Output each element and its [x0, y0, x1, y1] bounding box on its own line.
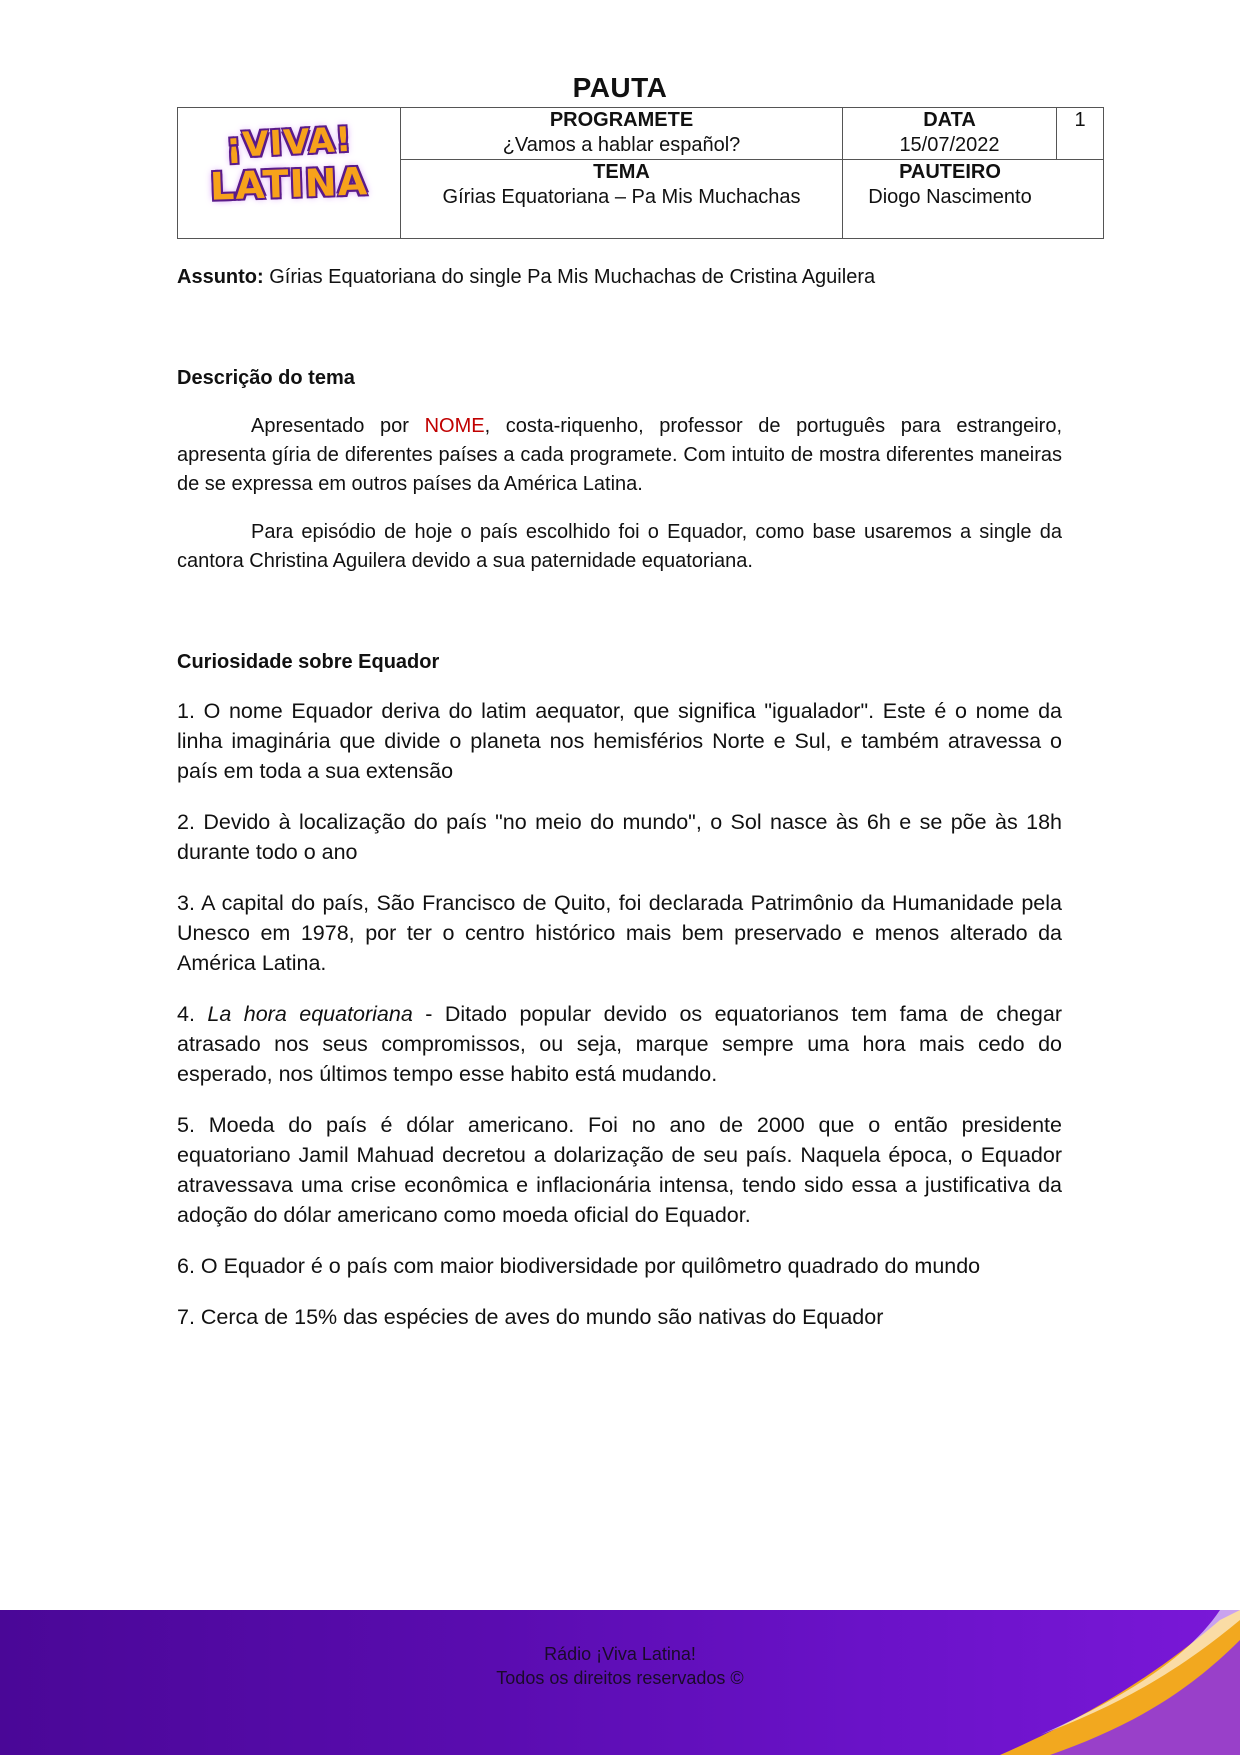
programete-label: PROGRAMETE: [549, 109, 694, 131]
tema-value: Gírias Equatoriana – Pa Mis Muchachas: [442, 186, 801, 208]
curiosidade-item-5: 5. Moeda do país é dólar americano. Foi no ano de 2000 que o então presidente equatoriano Jamil Mahuad decretou a dolarização de seu país. Naquela época, o Equador atravessava uma crise econômica e inflacionária intensa, tendo sido essa a justificativa da adoção do dólar americano como moeda oficial do Equador.: [177, 1113, 1062, 1227]
pauteiro-label: PAUTEIRO: [899, 161, 1001, 183]
descricao-paragraph-2: Para episódio de hoje o país escolhido foi o Equador, como base usaremos a single da cantora Christina Aguilera devido a sua paternidade equatoriana.: [177, 521, 1062, 572]
item4-italic: La hora equatoriana: [207, 1002, 413, 1026]
pauteiro-cell: [843, 160, 1104, 239]
curiosidade-heading: Curiosidade sobre Equador: [177, 651, 440, 673]
p1-after: , costa-riquenho, professor de português para estrangeiro, apresenta gíria de diferentes países a cada programete. Com intuito de mostra diferentes maneiras de se expressa em outros países da América Latina.: [177, 415, 1062, 495]
item4-rest: - Ditado popular devido os equatorianos tem fama de chegar atrasado nos seus compromissos, ou seja, marque sempre uma hora mais cedo do esperado, nos últimos tempo esse habito está mudando.: [177, 1002, 1063, 1086]
assunto-text: Gírias Equatoriana do single Pa Mis Muchachas de Cristina Aguilera: [263, 266, 876, 288]
logo-line-2: LATINA: [209, 159, 369, 209]
document-title: PAUTA: [572, 72, 668, 103]
footer-line-1: Rádio ¡Viva Latina!: [544, 1644, 696, 1664]
tema-label: TEMA: [593, 161, 650, 183]
programete-value: ¿Vamos a hablar español?: [502, 134, 741, 156]
presenter-name-placeholder: NOME: [424, 415, 485, 437]
curiosidade-item-2: 2. Devido à localização do país "no meio do mundo", o Sol nasce às 6h e se põe às 18h durante todo o ano: [177, 810, 1062, 864]
assunto-label: Assunto:: [177, 266, 264, 288]
curiosidade-item-7: 7. Cerca de 15% das espécies de aves do mundo são nativas do Equador: [177, 1305, 884, 1329]
tema-cell: [401, 160, 843, 239]
assunto-line: [177, 263, 1062, 291]
curiosidade-section: [177, 648, 1062, 1353]
descricao-paragraph-1: [177, 412, 1062, 499]
logo-line-1: ¡VIVA!: [224, 119, 354, 167]
header-table: [177, 107, 1104, 239]
footer-line-2: Todos os direitos reservados ©: [496, 1668, 744, 1688]
p1-before: Apresentado por: [251, 415, 425, 437]
curiosidade-item-3: 3. A capital do país, São Francisco de Quito, foi declarada Patrimônio da Humanidade pela Unesco em 1978, por ter o centro histórico mais bem preservado e menos alterado da América Latina.: [177, 891, 1062, 975]
data-label: DATA: [923, 109, 976, 131]
logo-cell: [178, 108, 401, 239]
data-cell: [843, 108, 1057, 160]
data-value: 15/07/2022: [899, 134, 1000, 156]
page-number: 1: [1057, 108, 1104, 160]
programete-cell: [401, 108, 843, 160]
pauteiro-value: Diogo Nascimento: [868, 186, 1032, 208]
descricao-heading: Descrição do tema: [177, 367, 355, 389]
footer-band: [0, 1610, 1240, 1755]
item4-prefix: 4.: [177, 1002, 208, 1026]
curiosidade-item-6: 6. O Equador é o país com maior biodiversidade por quilômetro quadrado do mundo: [177, 1254, 981, 1278]
viva-latina-logo: [204, 119, 374, 223]
curiosidade-item-1: 1. O nome Equador deriva do latim aequator, que significa "igualador". Este é o nome da linha imaginária que divide o planeta nos hemisférios Norte e Sul, e também atravessa o país em toda a sua extensão: [177, 699, 1062, 783]
curiosidade-item-4: [177, 999, 1062, 1089]
descricao-section: [177, 364, 1062, 595]
